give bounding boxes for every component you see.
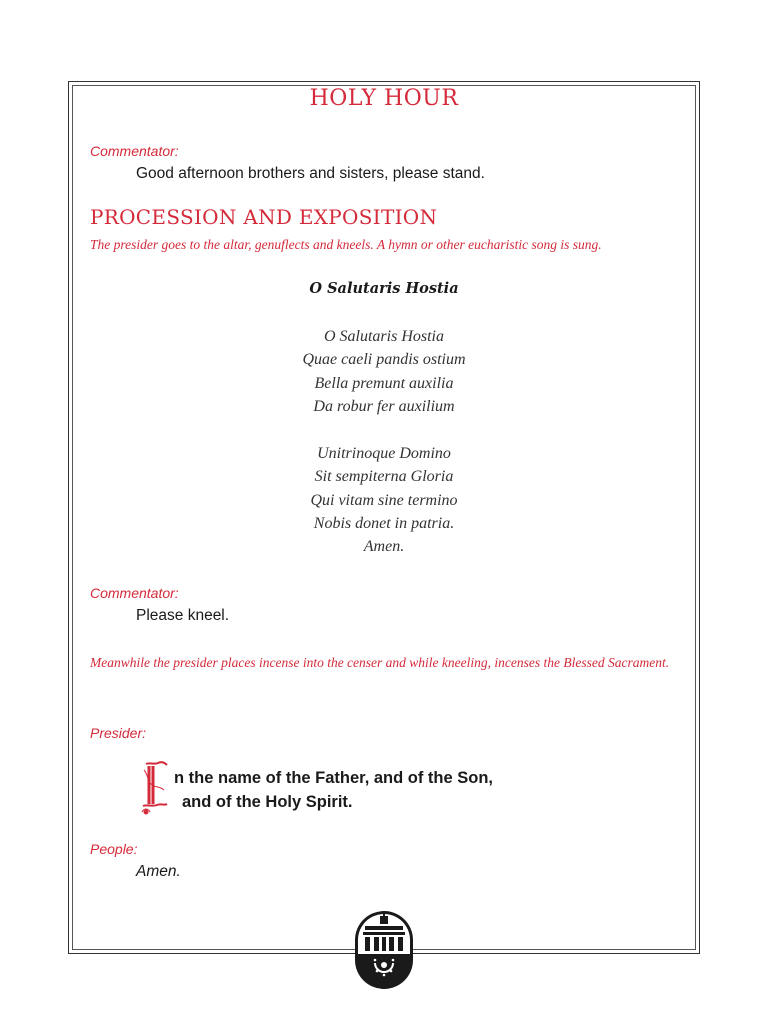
rubric-incense: Meanwhile the presider places incense into the censer and while kneeling, incenses the Blessed Sacrament. [90,655,670,670]
ornate-initial-letter [140,760,170,816]
page-title: HOLY HOUR [309,86,459,111]
hymn-line: Sit sempiterna Gloria [314,468,454,486]
hymn-stanza-2 [0,442,768,558]
prayer-line-2: and of the Holy Spirit. [182,793,353,811]
hymn-line: Da robur fer auxilium [313,397,455,415]
commentator-label: Commentator: [90,585,179,601]
hymn-line: Unitrinoque Domino [317,445,451,462]
hymn-line: Bella premunt auxilia [314,374,454,392]
people-label: People: [90,841,138,857]
hymn-line: Nobis donet in patria. [313,514,455,532]
hymn-line: Qui vitam sine termino [310,491,458,509]
church-emblem-icon [353,910,415,990]
kneel-instruction: Please kneel. [136,607,230,624]
commentator-label: Commentator: [90,143,179,159]
hymn-stanza-1 [0,325,768,418]
section-heading: PROCESSION AND EXPOSITION [90,205,438,229]
hymn-line: Amen. [363,538,405,556]
hymn-line: Quae caeli pandis ostium [302,351,466,369]
people-response: Amen. [136,863,181,880]
prayer-line-1: n the name of the Father, and of the Son, [174,769,494,787]
hymn-line: O Salutaris Hostia [323,328,444,345]
dropcap-graphic [140,760,170,816]
presider-label: Presider: [90,725,147,741]
rubric-procession: The presider goes to the altar, genuflects and kneels. A hymn or other eucharistic song is sung. [90,237,602,252]
hymn-title: O Salutaris Hostia [309,280,459,297]
greeting-text: Good afternoon brothers and sisters, please stand. [136,165,485,182]
